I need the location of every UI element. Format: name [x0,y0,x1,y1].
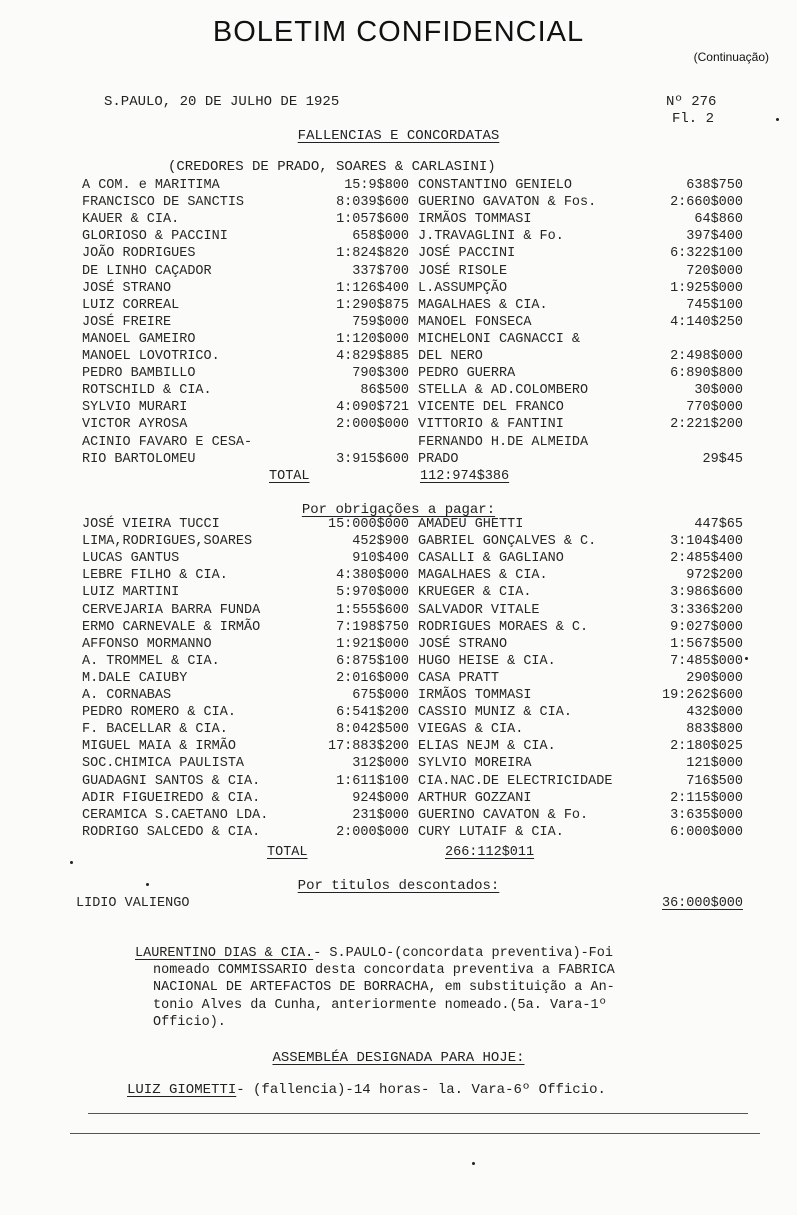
creditor-row [0,671,797,688]
creditor-name: CASA PRATT [418,670,500,686]
amount: 2:000$000 [336,824,409,840]
amount: 447$65 [694,517,743,532]
creditor-row [0,400,797,417]
creditor-name: CONSTANTINO GENIELO [418,178,572,193]
amount: 30$000 [694,383,743,399]
creditor-row [0,452,797,469]
creditor-name: LIMA,RODRIGUES,SOARES [82,534,253,550]
amount: 312$000 [352,756,409,772]
amount: 64$860 [694,212,743,228]
amount: 452$900 [352,534,409,550]
creditor-row [0,637,797,654]
creditor-row [0,739,797,756]
creditor-name: ADIR FIGUEIREDO & CIA. [82,790,261,806]
creditor-name: CASSIO MUNIZ & CIA. [418,705,572,721]
creditor-name: CERAMICA S.CAETANO LDA. [82,807,269,823]
creditor-name: VITTORIO & FANTINI [418,417,564,433]
amount: 19:262$600 [661,688,743,703]
section-title-fallencias: FALLENCIAS E CONCORDATAS [297,128,500,144]
creditor-name: F. BACELLAR & CIA. [82,722,228,738]
creditor-name: RODRIGO SALCEDO & CIA. [82,824,261,840]
creditor-row [0,366,797,383]
creditor-row [0,756,797,773]
creditor-name: MICHELONI CAGNACCI & [418,331,581,347]
creditor-name: LIDIO VALIENGO [76,896,190,911]
creditor-name: MAGALHAES & CIA. [418,297,548,313]
amount: 3:635$000 [670,807,743,823]
creditor-row [0,620,797,637]
creditor-name: MANOEL LOVOTRICO. [82,349,220,364]
creditor-name: GUERINO GAVATON & Fos. [418,195,597,211]
creditor-row [0,551,797,568]
amount: 1:925$000 [670,280,743,296]
sheet-number: Fl. 2 [672,111,715,127]
amount: 6:541$200 [336,705,409,721]
notice-line: nomeado COMMISSARIO desta concordata preventiva a FABRICA [153,963,615,979]
amount: 9:027$000 [670,619,743,635]
creditor-name: FERNANDO H.DE ALMEIDA [418,434,589,450]
creditor-name: AMADEU GHETTI [418,517,524,532]
creditor-row [0,791,797,808]
amount: 3:986$600 [670,585,743,601]
creditor-name: JOSÉ FREIRE [82,314,172,330]
section-title-titulos: Por titulos descontados: [297,878,500,894]
amount: 1:567$500 [670,636,743,652]
creditor-name: JOSÉ RISOLE [418,263,508,279]
creditor-name: IRMÃOS TOMMASI [418,212,532,228]
creditor-name: LUIZ MARTINI [82,585,180,601]
amount: 7:198$750 [336,619,409,635]
amount: 910$400 [352,551,409,567]
amount: 1:290$875 [336,297,409,313]
amount: 1:921$000 [336,636,409,652]
creditor-name: M.DALE CAIUBY [82,670,188,686]
amount: 7:485$000 [670,653,743,669]
creditor-name: JOSÉ STRANO [418,636,508,652]
section-title-obrigacoes: Por obrigações a pagar: [301,502,496,518]
amount: 924$000 [352,790,409,806]
creditor-row [0,774,797,791]
creditor-name: CASALLI & GAGLIANO [418,551,564,567]
creditor-name: PRADO [418,451,459,467]
creditor-row [0,212,797,229]
creditor-name: ACINIO FAVARO E CESA- [82,434,253,450]
creditor-name: JOSÉ VIEIRA TUCCI [82,517,220,532]
amount: 3:104$400 [670,534,743,550]
assembly-name: LUIZ GIOMETTI [127,1082,237,1098]
creditor-name: AFFONSO MORMANNO [82,636,212,652]
creditor-name: SALVADOR VITALE [418,602,540,618]
amount: 121$000 [686,756,743,772]
creditor-row [0,332,797,349]
amount: 8:042$500 [336,722,409,738]
notice-line: - S.PAULO-(concordata preventiva)-Foi [313,946,613,961]
creditor-name: MANOEL FONSECA [418,314,532,330]
divider [88,1113,748,1114]
amount: 759$000 [352,314,409,330]
amount: 1:120$000 [336,331,409,347]
amount: 1:824$820 [336,246,409,262]
assembly-line [127,1082,606,1098]
amount: 2:180$025 [670,739,743,755]
creditor-name: JOSÉ STRANO [82,280,172,296]
amount: 6:322$100 [670,246,743,262]
creditor-name: ARTHUR GOZZANI [418,790,532,806]
creditor-name: SYLVIO MOREIRA [418,756,532,772]
creditor-row [0,517,797,534]
creditor-name: MIGUEL MAIA & IRMÃO [82,739,236,755]
bulletin-number: Nº 276 [666,94,717,110]
amount: 15:9$800 [344,178,409,193]
amount: 8:039$600 [336,195,409,211]
total-label: TOTAL [269,469,310,484]
amount: 2:115$000 [670,790,743,806]
amount: 15:000$000 [327,517,409,532]
total-row-2 [265,845,565,863]
amount: 6:000$000 [670,824,743,840]
creditor-row [0,825,797,842]
amount: 4:380$000 [336,568,409,584]
amount: 658$000 [352,229,409,245]
amount: 6:875$100 [336,653,409,669]
amount: 5:970$000 [336,585,409,601]
amount: 231$000 [352,807,409,823]
creditor-name: ROTSCHILD & CIA. [82,383,212,399]
creditor-name: DE LINHO CAÇADOR [82,263,212,279]
creditor-row [0,383,797,400]
notice-line: Officio). [153,1014,226,1030]
amount: 1:057$600 [336,212,409,228]
creditor-name: GUERINO CAVATON & Fo. [418,807,589,823]
creditor-row [0,534,797,551]
creditor-row [0,417,797,434]
creditor-row [0,688,797,705]
creditor-name: KRUEGER & CIA. [418,585,532,601]
creditor-name: GLORIOSO & PACCINI [82,229,228,245]
speck [745,657,748,660]
creditor-name: SYLVIO MURARI [82,400,188,416]
creditor-name: IRMÃOS TOMMASI [418,688,532,703]
creditor-name: LUCAS GANTUS [82,551,180,567]
titulos-row [0,896,797,913]
creditor-name: CIA.NAC.DE ELECTRICIDADE [418,773,613,789]
creditor-name: J.TRAVAGLINI & Fo. [418,229,564,245]
creditor-row [0,705,797,722]
creditor-name: HUGO HEISE & CIA. [418,653,556,669]
creditor-name: ELIAS NEJM & CIA. [418,739,556,755]
creditor-name: PEDRO GUERRA [418,366,516,382]
amount: 4:090$721 [336,400,409,416]
amount: 720$000 [686,263,743,279]
creditor-row [0,568,797,585]
creditor-row [0,349,797,366]
amount: 29$45 [702,451,743,467]
creditor-name: VICTOR AYROSA [82,417,188,433]
creditor-name: KAUER & CIA. [82,212,180,228]
total-value: 266:112$011 [445,845,535,860]
amount: 745$100 [686,297,743,313]
amount: 1:611$100 [336,773,409,789]
creditor-name: A COM. e MARITIMA [82,178,220,193]
amount: 675$000 [352,688,409,703]
assembly-details: - (fallencia)-14 horas- la. Vara-6º Officio. [236,1082,606,1098]
amount: 337$700 [352,263,409,279]
amount: 432$000 [686,705,743,721]
amount: 86$500 [360,383,409,399]
concordata-notice [135,945,735,1031]
creditor-name: JOÃO RODRIGUES [82,246,196,262]
creditor-row [0,585,797,602]
creditor-name: PEDRO BAMBILLO [82,366,196,382]
masthead: BOLETIM CONFIDENCIAL [212,16,585,48]
creditor-name: MAGALHAES & CIA. [418,568,548,584]
divider [70,1133,760,1134]
creditor-name: GUADAGNI SANTOS & CIA. [82,773,261,789]
creditor-row [0,246,797,263]
amount: 2:498$000 [670,349,743,364]
amount: 972$200 [686,568,743,584]
amount: 3:336$200 [670,602,743,618]
speck [472,1162,475,1165]
amount: 2:221$200 [670,417,743,433]
amount: 770$000 [686,400,743,416]
amount: 1:555$600 [336,602,409,618]
creditor-row [0,281,797,298]
creditor-name: CERVEJARIA BARRA FUNDA [82,602,261,618]
creditor-name: FRANCISCO DE SANCTIS [82,195,245,211]
amount: 638$750 [686,178,743,193]
creditor-name: GABRIEL GONÇALVES & C. [418,534,597,550]
creditor-row [0,315,797,332]
creditor-row [0,264,797,281]
amount: 6:890$800 [670,366,743,382]
speck [776,118,779,121]
creditor-name: PEDRO ROMERO & CIA. [82,705,236,721]
creditor-name: JOSÉ PACCINI [418,246,516,262]
amount: 2:485$400 [670,551,743,567]
section-subtitle-credores: (CREDORES DE PRADO, SOARES & CARLASINI) [168,159,496,175]
creditor-row [0,603,797,620]
total-row-1 [265,469,565,487]
amount: 790$300 [352,366,409,382]
total-value: 112:974$386 [420,469,510,484]
continuation-label: (Continuação) [693,50,769,64]
amount: 4:140$250 [670,314,743,330]
creditor-name: MANOEL GAMEIRO [82,331,196,347]
creditor-row [0,195,797,212]
assembly-title: ASSEMBLÉA DESIGNADA PARA HOJE: [272,1050,525,1066]
date-line: S.PAULO, 20 DE JULHO DE 1925 [104,94,340,110]
creditor-name: A. CORNABAS [82,688,172,703]
creditor-name: RODRIGUES MORAES & C. [418,619,589,635]
creditor-name: LUIZ CORREAL [82,297,180,313]
speck [146,883,149,886]
creditor-row [0,654,797,671]
amount: 4:829$885 [336,349,409,364]
amount: 883$800 [686,722,743,738]
creditor-row [0,722,797,739]
amount: 2:000$000 [336,417,409,433]
total-label: TOTAL [267,845,308,860]
creditor-row [0,298,797,315]
creditor-name: RIO BARTOLOMEU [82,451,196,467]
creditor-name: ERMO CARNEVALE & IRMÃO [82,619,261,635]
amount: 1:126$400 [336,280,409,296]
speck [70,861,73,864]
creditor-row [0,229,797,246]
amount: 2:660$000 [670,195,743,211]
amount: 2:016$000 [336,670,409,686]
creditor-name: L.ASSUMPÇÃO [418,280,508,296]
creditor-name: VICENTE DEL FRANCO [418,400,564,416]
creditor-name: CURY LUTAIF & CIA. [418,824,564,840]
amount: 716$500 [686,773,743,789]
creditor-row [0,808,797,825]
notice-heading: LAURENTINO DIAS & CIA. [135,946,314,961]
creditor-name: A. TROMMEL & CIA. [82,653,220,669]
creditor-name: DEL NERO [418,349,483,364]
creditor-name: LEBRE FILHO & CIA. [82,568,228,584]
amount: 3:915$600 [336,451,409,467]
creditor-name: SOC.CHIMICA PAULISTA [82,756,245,772]
creditor-name: STELLA & AD.COLOMBERO [418,383,589,399]
creditor-name: VIEGAS & CIA. [418,722,524,738]
amount: 17:883$200 [327,739,409,755]
amount: 397$400 [686,229,743,245]
amount: 290$000 [686,670,743,686]
notice-line: tonio Alves da Cunha, anteriormente nomeado.(5a. Vara-1º [153,997,607,1013]
creditor-row [0,178,797,195]
notice-line: NACIONAL DE ARTEFACTOS DE BORRACHA, em substituição a An- [153,980,615,996]
creditor-row [0,435,797,452]
amount: 36:000$000 [661,896,743,911]
